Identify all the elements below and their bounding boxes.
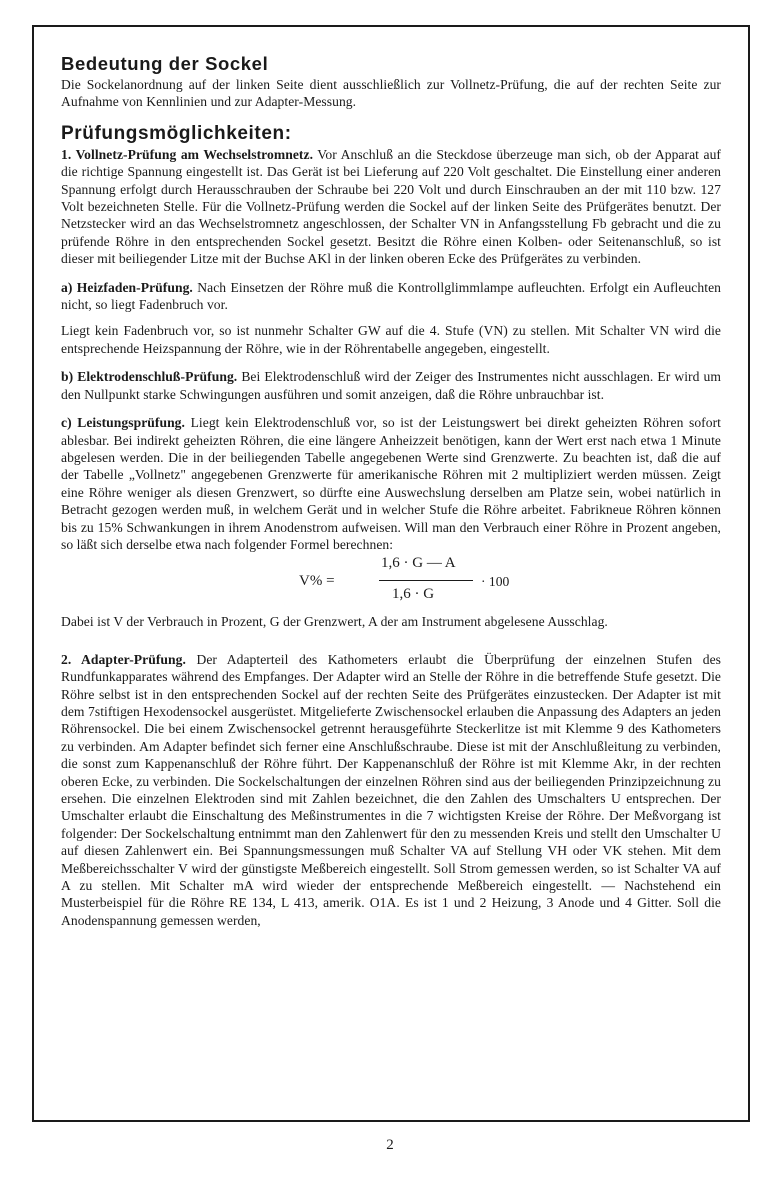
paragraph-elektrodenschluss [61, 368, 721, 403]
heading-sockel: Bedeutung der Sockel [61, 53, 269, 74]
page-number: 2 [386, 1137, 394, 1153]
page-border [32, 25, 750, 1122]
lead-vollnetz: 1. Vollnetz-Prüfung am Wechselstromnetz. [61, 146, 314, 162]
text-heizfaden: Nach Einsetzen der Röhre muß die Kontrollglimmlampe aufleuchten. Erfolgt ein Aufleuchten nicht, so liegt Fadenbruch vor. [61, 279, 721, 313]
formula-fraction-bar [379, 580, 473, 581]
heading-pruefungsmoeglichkeiten: Prüfungsmöglichkeiten: [61, 122, 292, 144]
text-leistungspruefung: Liegt kein Elektrodenschluß vor, so ist der Leistungswert bei direkt geheizten Röhren sofort ablesbar. Bei indirekt geheizten Röhren, die eine längere Anheizzeit benötigen, kann der Wert erst nach etwa 1 Minute abgelesen werden. Die in der beiliegenden Tabelle angegebenen Werte sind Grenzwerte. Zu beachten ist, daß die auf der Tabelle „Vollnetz" angegebenen Grenzwerte für amerikanische Röhren mit 2 multipliziert werden müssen. Zeigt eine Röhre weniger als diesen Grenzwert, so dürfte eine Auswechslung derselben am Platze sein, wobei natürlich in Betracht gezogen werden muß, in welchem Gerät und in welcher Stufe die Röhre arbeitet. Fabrikneue Röhren können bis zu 15% Schwankungen in ihrem Anodenstrom aufweisen. Will man den Verbrauch einer Röhre in Prozent angeben, so läßt sich derselbe etwa nach folgender Formel berechnen: [61, 415, 722, 552]
text-vollnetz: Vor Anschluß an die Steckdose überzeuge man sich, ob der Apparat auf die richtige Spannung eingestellt ist. Das Gerät ist bei Lieferung auf 220 Volt geschaltet. Die Einstellung einer anderen Spannung erfolgt durch Herausschrauben der Schraube bei 220 Volt und durch Einschrauben an der mit 110 bzw. 127 Volt bezeichneten Stelle. Für die Vollnetz-Prüfung werden die Sockel auf der linken Seite des Prüfgerätes benutzt. Der Netzstecker wird an das Wechselstromnetz angeschlossen, der Schalter VN in Anfangsstellung Fb gebracht und die zu prüfende Röhre in den entsprechenden Sockel gesetzt. Besitzt die Röhre einen Kolben- oder Seitenanschluß, so ist dieser mit beiliegender Litze mit der Buchse AKl in der linken oberen Ecke des Prüfgerätes zu verbinden. [61, 146, 722, 267]
lead-adapter: 2. Adapter-Prüfung. [61, 651, 186, 667]
formula-verbrauch [61, 555, 721, 611]
text-elektrodenschluss: Bei Elektrodenschluß wird der Zeiger des Instrumentes nicht ausschlagen. Er wird um den Nullpunkt starke Schwingungen ausführen und somit anzeigen, daß die Röhre unbrauchbar ist. [61, 369, 721, 402]
paragraph-leistungspruefung [61, 414, 721, 553]
lead-elektrodenschluss: b) Elektrodenschluß-Prüfung. [61, 369, 238, 385]
text-adapter: Der Adapterteil des Kathometers erlaubt die Überprüfung der einzelnen Stufen des Rundfunkapparates während des Empfanges. Der Adapter wird an Stelle der Röhre in die betreffende Stufe gesetzt. Die Röhre selbst ist in den entsprechenden Sockel auf der rechten Seite des Prüfgerätes einzustecken. Der Adapter ist mit dem 7stiftigen Hexodensockel ausgerüstet. Mitgelieferte Zwischensockel erlauben die Anpassung des Adapters an jeden Röhrensockel. Die bei einem Zwischensockel getrennt herausgeführte Steckerlitze ist mit Klemme 9 des Kathometers zu verbinden. Am Adapter befindet sich ferner eine Anschlußschraube. Diese ist mit der Anschlußleitung zu verbinden, die sonst zum Kappenanschluß der Röhre führt. Der Kappenanschluß der Röhre ist mit Klemme Akr, in der rechten oberen Ecke, zu verbinden. Die Sockelschaltungen der einzelnen Röhren sind aus der beiliegenden Prinzipzeichnung zu ersehen. Die einzelnen Elektroden sind mit Zahlen bezeichnet, die den Zahlen des Umschalters U entsprechen. Der Umschalter erlaubt die Einschaltung des Meßinstrumentes in die 7 wichtigsten Kreise der Röhre. Der Meßvorgang ist folgender: Der Sockelschaltung entnimmt man den Zahlenwert für den zu messenden Kreis und stellt den Umschalter U auf diesen Zahlenwert ein. Bei Spannungsmessungen muß Schalter VA auf Stellung VH oder VK stehen. Mit dem Meßbereichsschalter V wird der günstigste Meßbereich eingestellt. Soll Strom gemessen werden, so ist Schalter VA auf A zu stellen. Mit Schalter mA wird wieder der entsprechende Meßbereich eingestellt. — Nachstehend ein Musterbeispiel für die Röhre RE 134, L 413, amerik. O1A. Es ist 1 und 2 Heizung, 3 Anode und 4 Gitter. Soll die Anodenspannung gemessen werden, [61, 651, 721, 928]
lead-leistungspruefung: c) Leistungsprüfung. [61, 415, 185, 431]
formula-lhs: V% = [299, 573, 335, 590]
paragraph-adapter [61, 651, 721, 930]
paragraph-sockel: Die Sockelanordnung auf der linken Seite dient ausschließlich zur Vollnetz-Prüfung, die auf der rechten Seite zur Aufnahme von Kennlinien und zur Adapter-Messung. [61, 77, 721, 110]
paragraph-heizfaden-2: Liegt kein Fadenbruch vor, so ist nunmehr Schalter GW auf die 4. Stufe (VN) zu stellen. Mit Schalter VN wird die entsprechende Heizspannung der Röhre, wie in der Röhrentabelle angegeben, eingestellt. [61, 323, 721, 356]
formula-numerator: 1,6 · G — A [381, 555, 456, 572]
paragraph-formula-note: Dabei ist V der Verbrauch in Prozent, G der Grenzwert, A der am Instrument abgelesene Ausschlag. [61, 614, 608, 630]
paragraph-vollnetz [61, 146, 721, 268]
formula-multiplier: · 100 [481, 574, 510, 590]
paragraph-heizfaden [61, 279, 721, 314]
formula-denominator: 1,6 · G [392, 586, 435, 603]
lead-heizfaden: a) Heizfaden-Prüfung. [61, 279, 193, 295]
